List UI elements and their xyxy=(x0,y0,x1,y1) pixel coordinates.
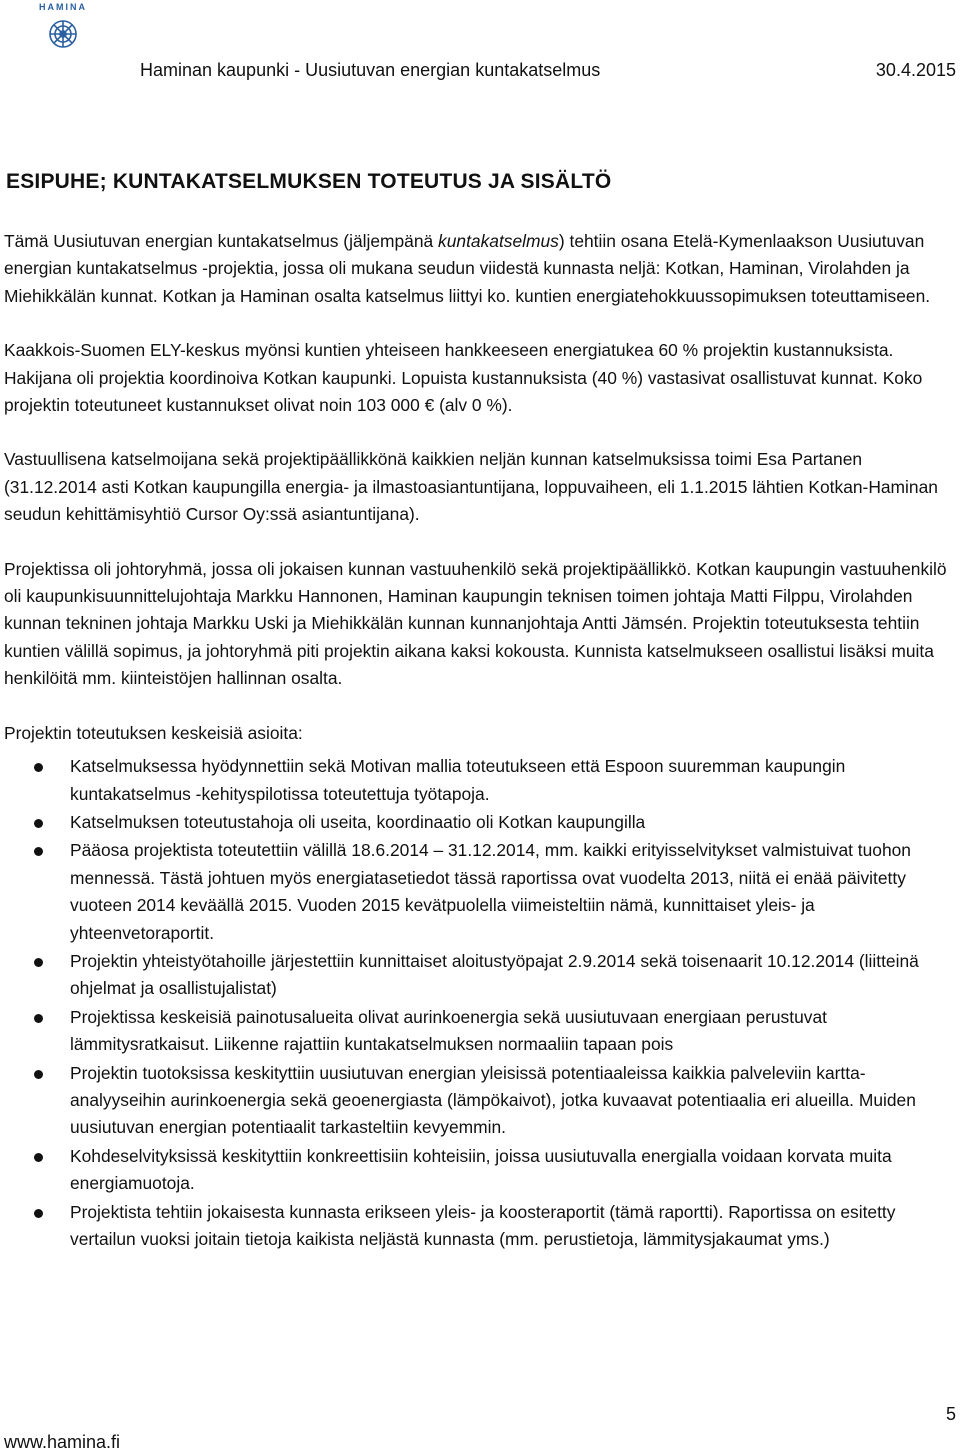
paragraph-steering-group: Projektissa oli johtoryhmä, jossa oli jokaisen kunnan vastuuhenkilö sekä projektipäällikkö. Kotkan kaupungin vastuuhenkilö oli kaupunkisuunnittelujohtaja Markku Hannonen, Haminan kaupungin teknisen toimen johtaja Matti Filppu, Virolahden kunnan tekninen johtaja Markku Uski ja Miehikkälän kunnan kunnanjohtaja Antti Jämsén. Projektin toteutuksesta tehtiin kuntien välillä sopimus, ja johtoryhmä piti projektin aikana kaksi kokousta. Kunnista katselmukseen osallistui lisäksi muita henkilöitä mm. kiinteistöjen hallinnan osalta. xyxy=(4,558,947,689)
list-item-text: Katselmuksen toteutustahoja oli useita, koordinaatio oli Kotkan kaupungilla xyxy=(70,811,646,832)
page-heading: ESIPUHE; KUNTAKATSELMUKSEN TOTEUTUS JA SISÄLTÖ xyxy=(6,170,612,193)
list-item-text: Projektin tuotoksissa keskityttiin uusiutuvan energian yleisissä potentiaaleissa kaikkia palveleviin kartta-analyyseihin aurinkoenergia sekä geoenergiasta (lämpökaivot), jotka kuvaavat potentiaalia eri alueilla. Muiden uusiutuvan energian potentiaalit tarkasteltiin kevyemmin. xyxy=(70,1062,916,1138)
list-item xyxy=(4,948,958,1003)
bullet-icon xyxy=(34,958,43,967)
document-body xyxy=(4,228,958,1254)
paragraph-intro xyxy=(4,228,958,310)
intro-text-end: ) tehtiin osana Etelä-Kymenlaakson Uusiutuvan energian kuntakatselmus -projektia, jossa oli mukana seudun viidestä kunnasta neljä: Kotkan, Haminan, Virolahden ja Miehikkälän kunnat. Kotkan ja Haminan osalta katselmus liittyi ko. kuntien energiatehokkuussopimuksen toteuttamiseen. xyxy=(4,231,931,306)
header-title: Haminan kaupunki - Uusiutuvan energian kuntakatselmus xyxy=(140,60,601,80)
list-item-text: Projektista tehtiin jokaisesta kunnasta erikseen yleis- ja koosteraportit (tämä raportti). Raportissa on esitetty vertailun vuoksi joitain tietoja kaikista neljästä kunnasta (mm. perustietoja, lämmitysjakaumat yms.) xyxy=(70,1201,896,1249)
list-item xyxy=(4,1199,958,1254)
list-item-text: Kohdeselvityksissä keskityttiin konkreettisiin kohteisiin, joissa uusiutuvalla energialla voidaan korvata muita energiamuotoja. xyxy=(70,1145,892,1194)
list-item xyxy=(4,753,958,808)
list-title: Projektin toteutuksen keskeisiä asioita: xyxy=(4,722,303,743)
bullet-icon xyxy=(34,1209,43,1218)
footer-url[interactable]: www.hamina.fi xyxy=(4,1432,121,1452)
bullet-icon xyxy=(34,847,43,856)
bullet-icon xyxy=(34,1070,43,1079)
list-item xyxy=(4,837,958,947)
bullet-icon xyxy=(34,1153,43,1162)
list-item xyxy=(4,1143,958,1198)
intro-text-start: Tämä Uusiutuvan energian kuntakatselmus (jäljempänä xyxy=(4,231,439,251)
header-date: 30.4.2015 xyxy=(875,60,956,80)
list-item-text: Katselmuksessa hyödynnettiin sekä Motivan mallia toteutukseen että Espoon suuremman kaupungin kuntakatselmus -kehityspilotissa toteutettuja työtapoja. xyxy=(70,756,846,804)
bullet-icon xyxy=(34,1014,43,1023)
logo-text: HAMINA xyxy=(39,2,87,12)
list-item xyxy=(4,1060,958,1142)
intro-emphasis: kuntakatselmus xyxy=(438,231,559,251)
bullet-icon xyxy=(34,763,43,772)
bullet-icon xyxy=(34,819,43,828)
page-number: 5 xyxy=(945,1404,956,1424)
coat-of-arms-icon xyxy=(34,2,92,52)
paragraph-funding: Kaakkois-Suomen ELY-keskus myönsi kuntien yhteiseen hankkeeseen energiatukea 60 % projektin kustannuksista. Hakijana oli projektia koordinoiva Kotkan kaupunki. Lopuista kustannuksista (40 %) vastasivat osallistuvat kunnat. Koko projektin toteutuneet kustannukset olivat noin 103 000 € (alv 0 %). xyxy=(4,340,923,416)
list-item xyxy=(4,1004,958,1059)
list-item-text: Projektin yhteistyötahoille järjestettiin kunnittaiset aloitustyöpajat 2.9.2014 sekä toisenaarit 10.12.2014 (liitteinä ohjelmat ja osallistujalistat) xyxy=(70,950,919,999)
key-points-list xyxy=(4,753,958,1253)
list-item-text: Pääosa projektista toteutettiin välillä 18.6.2014 – 31.12.2014, mm. kaikki erityisselvitykset valmistuivat tuohon mennessä. Tästä johtuen myös energiatasetiedot tässä raportissa ovat vuodelta 2013, niitä ei enää päivitetty vuoteen 2014 keväällä 2015. Vuoden 2015 kevätpuolella viimeisteltiin nämä, kunnittaiset yleis- ja yhteenvetoraportit. xyxy=(70,840,911,943)
list-item-text: Projektissa keskeisiä painotusalueita olivat aurinkoenergia sekä uusiutuvaan energiaan perustuvat lämmitysratkaisut. Liikenne rajattiin kuntakatselmuksen normaaliin tapaan pois xyxy=(70,1006,827,1055)
hamina-logo xyxy=(34,2,92,52)
paragraph-responsible: Vastuullisena katselmoijana sekä projektipäällikkönä kaikkien neljän kunnan katselmuksissa toimi Esa Partanen (31.12.2014 asti Kotkan kaupungilla energia- ja ilmastoasiantuntijana, loppuvaiheen, eli 1.1.2015 lähtien Kotkan-Haminan seudun kehittämisyhtiö Cursor Oy:ssä asiantuntijana). xyxy=(4,449,938,525)
list-item xyxy=(4,809,958,836)
